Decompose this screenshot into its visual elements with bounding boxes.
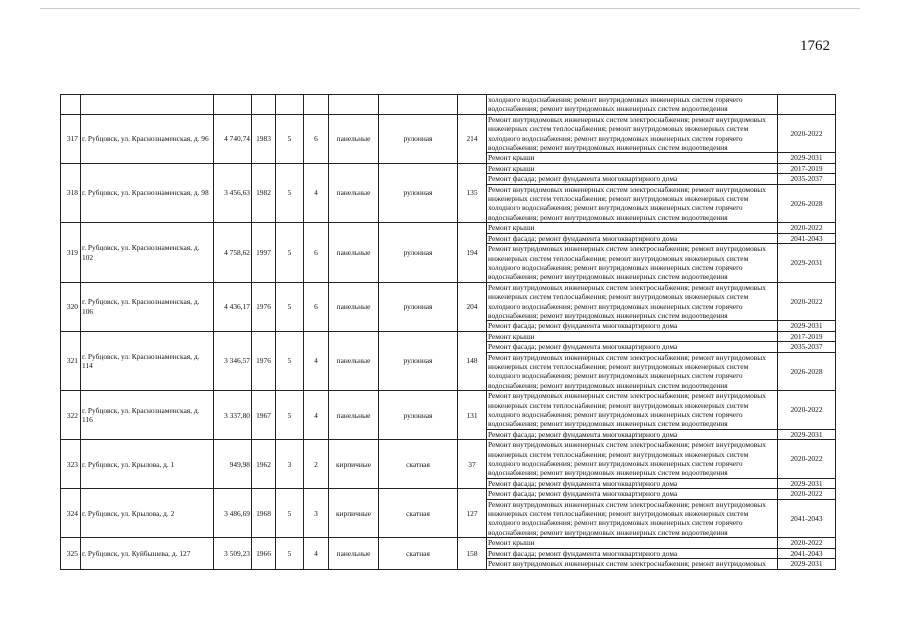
work-description: Ремонт фасада; ремонт фундамента многоквартирного дома <box>487 342 778 352</box>
house-address <box>81 95 214 115</box>
work-description: Ремонт крыши <box>487 223 778 233</box>
house-area: 3 509,23 <box>214 538 252 569</box>
house-number: 318 <box>61 163 81 222</box>
table-row <box>61 282 836 321</box>
work-period: 2029-2031 <box>778 559 836 569</box>
work-description: Ремонт фасада; ремонт фундамента многоквартирного дома <box>487 548 778 558</box>
house-floors: 5 <box>276 114 304 163</box>
work-description: Ремонт внутридомовых инженерных систем электроснабжения; ремонт внутридомовых инженерных систем теплоснабжения; ремонт внутридомовых инженерных систем холодного водоснабжения; ремонт внутридомовых инженерных систем горячего водоснабжения; ремонт внутридомовых инженерных систем водоотведения <box>487 352 778 391</box>
table-row <box>61 538 836 548</box>
house-wall-material: панельные <box>329 538 379 569</box>
table-row <box>61 331 836 341</box>
house-roof-type: скатная <box>379 538 458 569</box>
house-roof-type: скатная <box>379 440 458 489</box>
house-roof-type: рулонная <box>379 114 458 163</box>
house-roof-type <box>379 95 458 115</box>
house-apartments <box>458 95 487 115</box>
work-period <box>778 95 836 115</box>
house-floors: 5 <box>276 331 304 390</box>
house-area: 4 758,62 <box>214 223 252 282</box>
work-period: 2029-2031 <box>778 153 836 163</box>
house-wall-material: панельные <box>329 282 379 331</box>
house-wall-material: панельные <box>329 114 379 163</box>
house-apartments: 127 <box>458 489 487 538</box>
house-entrances: 2 <box>304 440 329 489</box>
house-year: 1983 <box>252 114 276 163</box>
house-year: 1982 <box>252 163 276 222</box>
work-description: Ремонт фасада; ремонт фундамента многоквартирного дома <box>487 478 778 488</box>
house-address: г. Рубцовск, ул. Краснознаменская, д. 96 <box>81 114 214 163</box>
page-number: 1762 <box>800 38 830 54</box>
house-year: 1962 <box>252 440 276 489</box>
house-wall-material: кирпичные <box>329 440 379 489</box>
work-period: 2029-2031 <box>778 429 836 439</box>
scan-edge-line <box>40 8 860 9</box>
work-description: Ремонт фасада; ремонт фундамента многоквартирного дома <box>487 429 778 439</box>
house-entrances <box>304 95 329 115</box>
work-description: Ремонт крыши <box>487 153 778 163</box>
house-floors: 5 <box>276 163 304 222</box>
house-area: 4 740,74 <box>214 114 252 163</box>
house-apartments: 37 <box>458 440 487 489</box>
house-number: 317 <box>61 114 81 163</box>
work-period: 2020-2022 <box>778 440 836 479</box>
house-apartments: 204 <box>458 282 487 331</box>
house-floors: 3 <box>276 440 304 489</box>
work-period: 2029-2031 <box>778 478 836 488</box>
work-description: Ремонт внутридомовых инженерных систем электроснабжения; ремонт внутридомовых инженерных систем теплоснабжения; ремонт внутридомовых инженерных систем холодного водоснабжения; ремонт внутридомовых инженерных систем горячего водоснабжения; ремонт внутридомовых инженерных систем водоотведения <box>487 499 778 538</box>
table-row <box>61 223 836 233</box>
house-area: 4 436,17 <box>214 282 252 331</box>
house-entrances: 4 <box>304 538 329 569</box>
house-entrances: 4 <box>304 331 329 390</box>
work-description: Ремонт крыши <box>487 538 778 548</box>
house-apartments: 135 <box>458 163 487 222</box>
work-period: 2041-2043 <box>778 233 836 243</box>
work-description: Ремонт внутридомовых инженерных систем электроснабжения; ремонт внутридомовых инженерных систем теплоснабжения; ремонт внутридомовых инженерных систем холодного водоснабжения; ремонт внутридомовых инженерных систем горячего водоснабжения; ремонт внутридомовых инженерных систем водоотведения <box>487 114 778 153</box>
work-description: Ремонт фасада; ремонт фундамента многоквартирного дома <box>487 233 778 243</box>
house-area <box>214 95 252 115</box>
work-period: 2020-2022 <box>778 391 836 430</box>
house-year: 1976 <box>252 331 276 390</box>
house-number: 322 <box>61 391 81 440</box>
house-address: г. Рубцовск, ул. Крылова, д. 1 <box>81 440 214 489</box>
house-area: 3 337,80 <box>214 391 252 440</box>
house-entrances: 4 <box>304 391 329 440</box>
house-wall-material: панельные <box>329 223 379 282</box>
work-description: Ремонт внутридомовых инженерных систем электроснабжения; ремонт внутридомовых инженерных систем теплоснабжения; ремонт внутридомовых инженерных систем холодного водоснабжения; ремонт внутридомовых инженерных систем горячего водоснабжения; ремонт внутридомовых инженерных систем водоотведения <box>487 282 778 321</box>
house-apartments: 158 <box>458 538 487 569</box>
work-description: Ремонт крыши <box>487 331 778 341</box>
house-year: 1997 <box>252 223 276 282</box>
house-entrances: 4 <box>304 163 329 222</box>
work-period: 2017-2019 <box>778 163 836 173</box>
work-description: Ремонт внутридомовых инженерных систем электроснабжения; ремонт внутридомовых <box>487 559 778 569</box>
work-description: Ремонт внутридомовых инженерных систем электроснабжения; ремонт внутридомовых инженерных систем теплоснабжения; ремонт внутридомовых инженерных систем холодного водоснабжения; ремонт внутридомовых инженерных систем горячего водоснабжения; ремонт внутридомовых инженерных систем водоотведения <box>487 184 778 223</box>
work-description: Ремонт крыши <box>487 163 778 173</box>
house-number <box>61 95 81 115</box>
work-description: холодного водоснабжения; ремонт внутридомовых инженерных систем горячего водоснабжения; ремонт внутридомовых инженерных систем водоотведения <box>487 95 778 115</box>
house-number: 324 <box>61 489 81 538</box>
house-address: г. Рубцовск, ул. Краснознаменская, д. 98 <box>81 163 214 222</box>
house-address: г. Рубцовск, ул. Крылова, д. 2 <box>81 489 214 538</box>
table-row <box>61 489 836 499</box>
house-roof-type: рулонная <box>379 282 458 331</box>
house-wall-material: панельные <box>329 331 379 390</box>
table-row <box>61 95 836 115</box>
house-apartments: 148 <box>458 331 487 390</box>
work-period: 2020-2022 <box>778 114 836 153</box>
house-entrances: 6 <box>304 223 329 282</box>
house-area: 3 486,69 <box>214 489 252 538</box>
table-row <box>61 114 836 153</box>
work-period: 2020-2022 <box>778 489 836 499</box>
house-roof-type: рулонная <box>379 391 458 440</box>
house-number: 321 <box>61 331 81 390</box>
work-period: 2020-2022 <box>778 538 836 548</box>
house-address: г. Рубцовск, ул. Краснознаменская, д. 114 <box>81 331 214 390</box>
house-year: 1967 <box>252 391 276 440</box>
house-address: г. Рубцовск, ул. Краснознаменская, д. 102 <box>81 223 214 282</box>
house-area: 3 456,63 <box>214 163 252 222</box>
repair-schedule-table <box>60 94 836 570</box>
house-address: г. Рубцовск, ул. Краснознаменская, д. 106 <box>81 282 214 331</box>
house-floors: 5 <box>276 489 304 538</box>
house-address: г. Рубцовск, ул. Краснознаменская, д. 116 <box>81 391 214 440</box>
table-row <box>61 163 836 173</box>
table-row <box>61 391 836 430</box>
work-period: 2026-2028 <box>778 352 836 391</box>
house-roof-type: скатная <box>379 489 458 538</box>
work-period: 2035-2037 <box>778 174 836 184</box>
house-number: 325 <box>61 538 81 569</box>
work-period: 2029-2031 <box>778 321 836 331</box>
work-period: 2035-2037 <box>778 342 836 352</box>
work-description: Ремонт внутридомовых инженерных систем электроснабжения; ремонт внутридомовых инженерных систем теплоснабжения; ремонт внутридомовых инженерных систем холодного водоснабжения; ремонт внутридомовых инженерных систем горячего водоснабжения; ремонт внутридомовых инженерных систем водоотведения <box>487 244 778 283</box>
house-floors: 5 <box>276 223 304 282</box>
house-entrances: 6 <box>304 282 329 331</box>
work-description: Ремонт внутридомовых инженерных систем электроснабжения; ремонт внутридомовых инженерных систем теплоснабжения; ремонт внутридомовых инженерных систем холодного водоснабжения; ремонт внутридомовых инженерных систем горячего водоснабжения; ремонт внутридомовых инженерных систем водоотведения <box>487 440 778 479</box>
house-area: 949,98 <box>214 440 252 489</box>
house-apartments: 194 <box>458 223 487 282</box>
work-period: 2029-2031 <box>778 244 836 283</box>
house-apartments: 214 <box>458 114 487 163</box>
house-entrances: 3 <box>304 489 329 538</box>
house-floors: 5 <box>276 282 304 331</box>
house-number: 323 <box>61 440 81 489</box>
work-description: Ремонт фасада; ремонт фундамента многоквартирного дома <box>487 321 778 331</box>
house-year <box>252 95 276 115</box>
work-period: 2017-2019 <box>778 331 836 341</box>
house-wall-material: панельные <box>329 163 379 222</box>
work-period: 2020-2022 <box>778 282 836 321</box>
house-wall-material: кирпичные <box>329 489 379 538</box>
work-period: 2026-2028 <box>778 184 836 223</box>
work-period: 2020-2022 <box>778 223 836 233</box>
house-area: 3 346,57 <box>214 331 252 390</box>
table-row <box>61 440 836 479</box>
house-floors: 5 <box>276 538 304 569</box>
house-floors: 5 <box>276 391 304 440</box>
house-year: 1976 <box>252 282 276 331</box>
house-number: 320 <box>61 282 81 331</box>
house-wall-material <box>329 95 379 115</box>
work-description: Ремонт фасада; ремонт фундамента многоквартирного дома <box>487 489 778 499</box>
house-address: г. Рубцовск, ул. Куйбышева, д. 127 <box>81 538 214 569</box>
house-year: 1966 <box>252 538 276 569</box>
work-period: 2041-2043 <box>778 499 836 538</box>
work-description: Ремонт фасада; ремонт фундамента многоквартирного дома <box>487 174 778 184</box>
house-year: 1968 <box>252 489 276 538</box>
house-apartments: 131 <box>458 391 487 440</box>
house-number: 319 <box>61 223 81 282</box>
house-roof-type: рулонная <box>379 163 458 222</box>
work-period: 2041-2043 <box>778 548 836 558</box>
work-description: Ремонт внутридомовых инженерных систем электроснабжения; ремонт внутридомовых инженерных систем теплоснабжения; ремонт внутридомовых инженерных систем холодного водоснабжения; ремонт внутридомовых инженерных систем горячего водоснабжения; ремонт внутридомовых инженерных систем водоотведения <box>487 391 778 430</box>
house-roof-type: рулонная <box>379 331 458 390</box>
house-wall-material: панельные <box>329 391 379 440</box>
house-roof-type: рулонная <box>379 223 458 282</box>
house-floors <box>276 95 304 115</box>
house-entrances: 6 <box>304 114 329 163</box>
